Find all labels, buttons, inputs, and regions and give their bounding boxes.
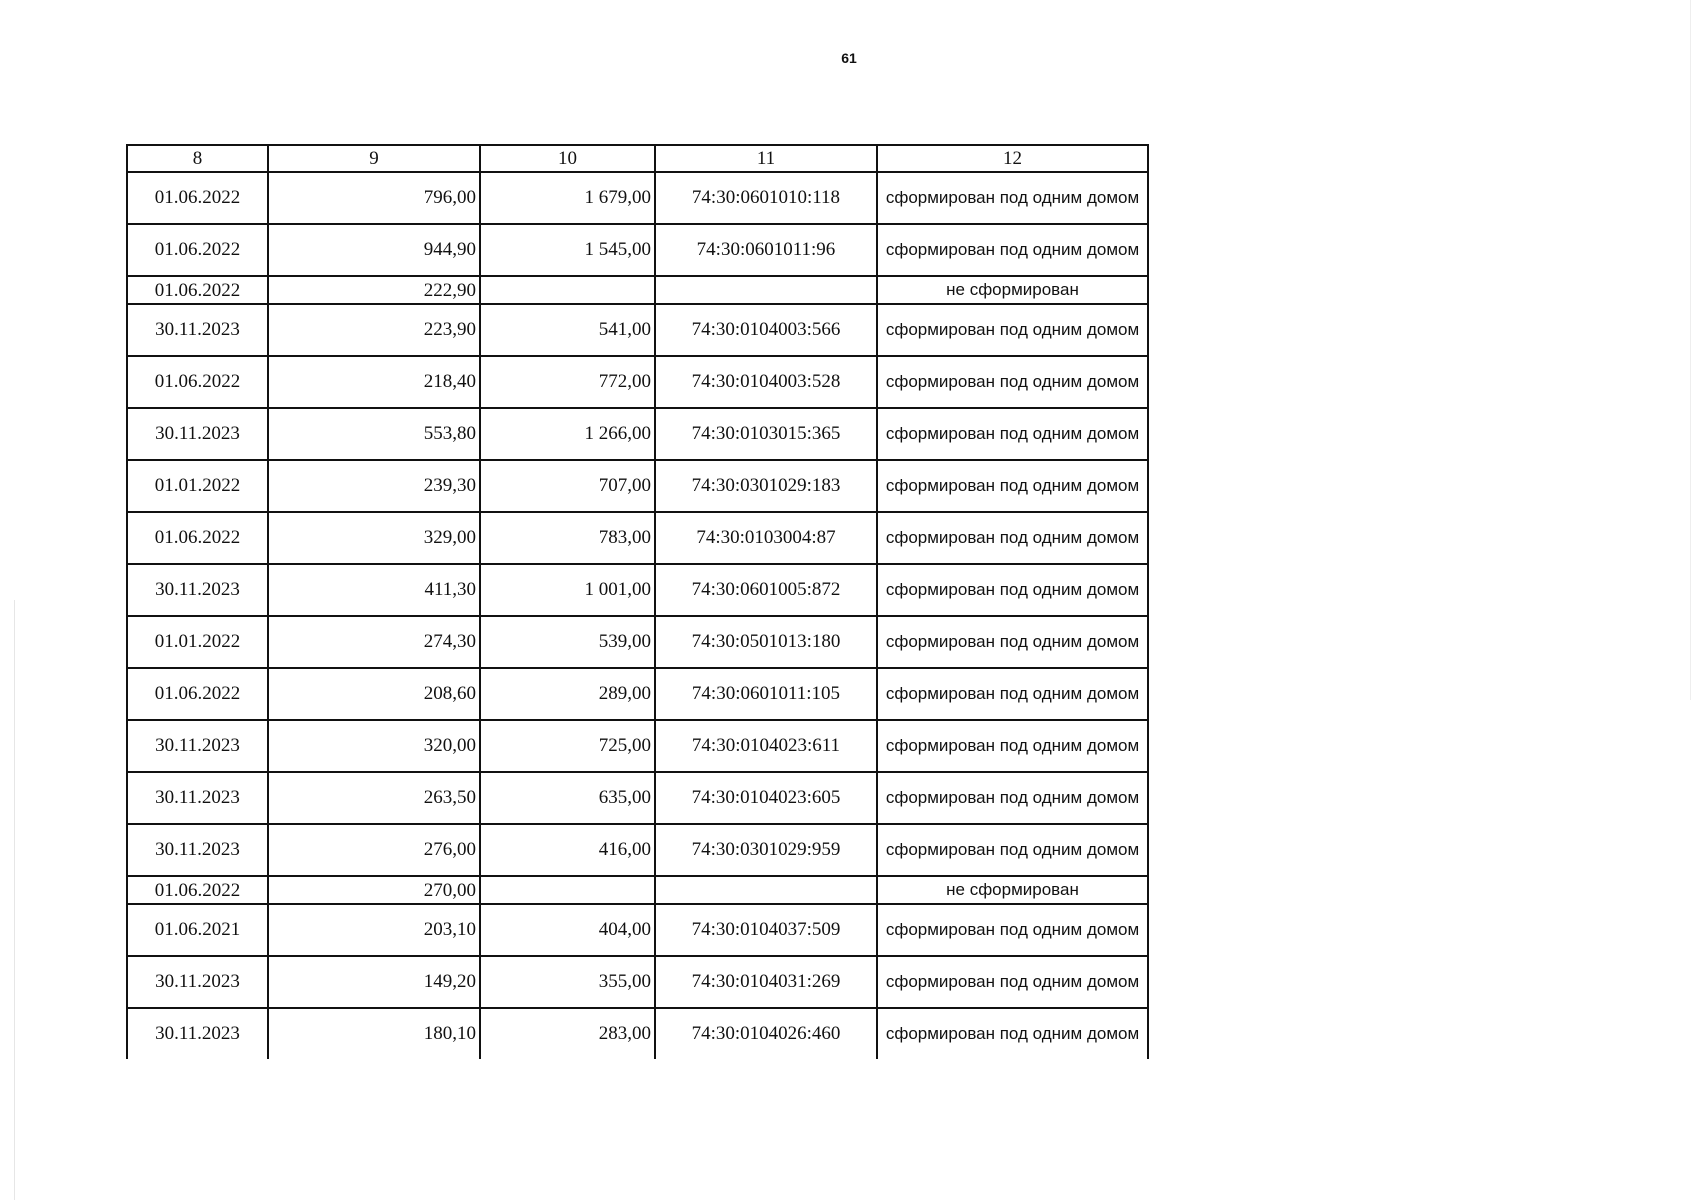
cadastral-number-cell: 74:30:0104026:460	[655, 1008, 877, 1059]
cadastral-number-cell: 74:30:0301029:183	[655, 460, 877, 512]
table-row	[127, 460, 1148, 512]
area-cell: 222,90	[268, 276, 480, 304]
scan-edge-right	[1690, 0, 1691, 700]
table-row	[127, 772, 1148, 824]
date-cell: 30.11.2023	[127, 772, 268, 824]
date-cell: 01.06.2022	[127, 276, 268, 304]
land-area-cell: 1 266,00	[480, 408, 655, 460]
land-area-cell: 772,00	[480, 356, 655, 408]
land-area-cell: 404,00	[480, 904, 655, 956]
status-cell: сформирован под одним домом	[877, 720, 1148, 772]
area-cell: 270,00	[268, 876, 480, 904]
status-cell: не сформирован	[877, 876, 1148, 904]
land-area-cell: 783,00	[480, 512, 655, 564]
land-area-cell	[480, 276, 655, 304]
status-cell: сформирован под одним домом	[877, 564, 1148, 616]
table-row	[127, 956, 1148, 1008]
date-cell: 30.11.2023	[127, 720, 268, 772]
status-cell: сформирован под одним домом	[877, 172, 1148, 224]
date-cell: 30.11.2023	[127, 1008, 268, 1059]
area-cell: 329,00	[268, 512, 480, 564]
date-cell: 01.06.2022	[127, 512, 268, 564]
cadastral-number-cell: 74:30:0501013:180	[655, 616, 877, 668]
area-cell: 263,50	[268, 772, 480, 824]
date-cell: 30.11.2023	[127, 956, 268, 1008]
table-row	[127, 304, 1148, 356]
area-cell: 944,90	[268, 224, 480, 276]
status-cell: не сформирован	[877, 276, 1148, 304]
area-cell: 223,90	[268, 304, 480, 356]
status-cell: сформирован под одним домом	[877, 460, 1148, 512]
land-area-cell: 1 679,00	[480, 172, 655, 224]
status-cell: сформирован под одним домом	[877, 224, 1148, 276]
status-cell: сформирован под одним домом	[877, 1008, 1148, 1059]
column-header-9: 9	[268, 145, 480, 172]
table-row	[127, 904, 1148, 956]
cadastral-number-cell: 74:30:0104037:509	[655, 904, 877, 956]
area-cell: 180,10	[268, 1008, 480, 1059]
table-body	[127, 172, 1148, 1059]
table-row	[127, 172, 1148, 224]
table-row	[127, 1008, 1148, 1059]
area-cell: 208,60	[268, 668, 480, 720]
header-row	[127, 145, 1148, 172]
land-area-cell: 635,00	[480, 772, 655, 824]
cadastral-number-cell: 74:30:0104023:605	[655, 772, 877, 824]
cadastral-number-cell: 74:30:0601005:872	[655, 564, 877, 616]
cadastral-number-cell: 74:30:0104003:528	[655, 356, 877, 408]
land-area-cell: 725,00	[480, 720, 655, 772]
area-cell: 276,00	[268, 824, 480, 876]
scan-edge-left	[14, 600, 15, 1200]
status-cell: сформирован под одним домом	[877, 824, 1148, 876]
date-cell: 30.11.2023	[127, 564, 268, 616]
cadastral-number-cell: 74:30:0601010:118	[655, 172, 877, 224]
land-area-cell: 1 001,00	[480, 564, 655, 616]
table-row	[127, 224, 1148, 276]
page-number: 61	[841, 50, 857, 66]
date-cell: 01.01.2022	[127, 460, 268, 512]
land-area-cell: 707,00	[480, 460, 655, 512]
data-table	[126, 144, 1149, 1059]
cadastral-number-cell: 74:30:0104031:269	[655, 956, 877, 1008]
date-cell: 30.11.2023	[127, 824, 268, 876]
land-area-cell: 283,00	[480, 1008, 655, 1059]
area-cell: 553,80	[268, 408, 480, 460]
table-row	[127, 616, 1148, 668]
status-cell: сформирован под одним домом	[877, 668, 1148, 720]
table-row	[127, 356, 1148, 408]
date-cell: 01.06.2022	[127, 224, 268, 276]
land-area-cell: 541,00	[480, 304, 655, 356]
area-cell: 320,00	[268, 720, 480, 772]
table-row	[127, 824, 1148, 876]
status-cell: сформирован под одним домом	[877, 904, 1148, 956]
status-cell: сформирован под одним домом	[877, 616, 1148, 668]
date-cell: 30.11.2023	[127, 408, 268, 460]
table-row	[127, 512, 1148, 564]
area-cell: 149,20	[268, 956, 480, 1008]
cadastral-number-cell: 74:30:0103004:87	[655, 512, 877, 564]
table-row	[127, 276, 1148, 304]
column-header-11: 11	[655, 145, 877, 172]
column-header-10: 10	[480, 145, 655, 172]
status-cell: сформирован под одним домом	[877, 772, 1148, 824]
land-area-cell	[480, 876, 655, 904]
area-cell: 274,30	[268, 616, 480, 668]
cadastral-number-cell: 74:30:0104003:566	[655, 304, 877, 356]
cadastral-number-cell: 74:30:0601011:105	[655, 668, 877, 720]
status-cell: сформирован под одним домом	[877, 356, 1148, 408]
column-header-12: 12	[877, 145, 1148, 172]
table-row	[127, 668, 1148, 720]
land-area-cell: 355,00	[480, 956, 655, 1008]
land-area-cell: 416,00	[480, 824, 655, 876]
table-row	[127, 408, 1148, 460]
cadastral-number-cell: 74:30:0301029:959	[655, 824, 877, 876]
table-row	[127, 720, 1148, 772]
land-area-cell: 1 545,00	[480, 224, 655, 276]
land-area-cell: 289,00	[480, 668, 655, 720]
date-cell: 01.01.2022	[127, 616, 268, 668]
land-area-cell: 539,00	[480, 616, 655, 668]
area-cell: 218,40	[268, 356, 480, 408]
date-cell: 01.06.2022	[127, 668, 268, 720]
cadastral-number-cell: 74:30:0103015:365	[655, 408, 877, 460]
date-cell: 01.06.2022	[127, 876, 268, 904]
date-cell: 30.11.2023	[127, 304, 268, 356]
table-row	[127, 564, 1148, 616]
status-cell: сформирован под одним домом	[877, 512, 1148, 564]
area-cell: 203,10	[268, 904, 480, 956]
cadastral-number-cell	[655, 276, 877, 304]
cadastral-number-cell: 74:30:0104023:611	[655, 720, 877, 772]
column-header-8: 8	[127, 145, 268, 172]
table-row	[127, 876, 1148, 904]
date-cell: 01.06.2021	[127, 904, 268, 956]
status-cell: сформирован под одним домом	[877, 956, 1148, 1008]
cadastral-number-cell: 74:30:0601011:96	[655, 224, 877, 276]
status-cell: сформирован под одним домом	[877, 304, 1148, 356]
cadastral-number-cell	[655, 876, 877, 904]
date-cell: 01.06.2022	[127, 172, 268, 224]
area-cell: 239,30	[268, 460, 480, 512]
date-cell: 01.06.2022	[127, 356, 268, 408]
area-cell: 796,00	[268, 172, 480, 224]
area-cell: 411,30	[268, 564, 480, 616]
status-cell: сформирован под одним домом	[877, 408, 1148, 460]
